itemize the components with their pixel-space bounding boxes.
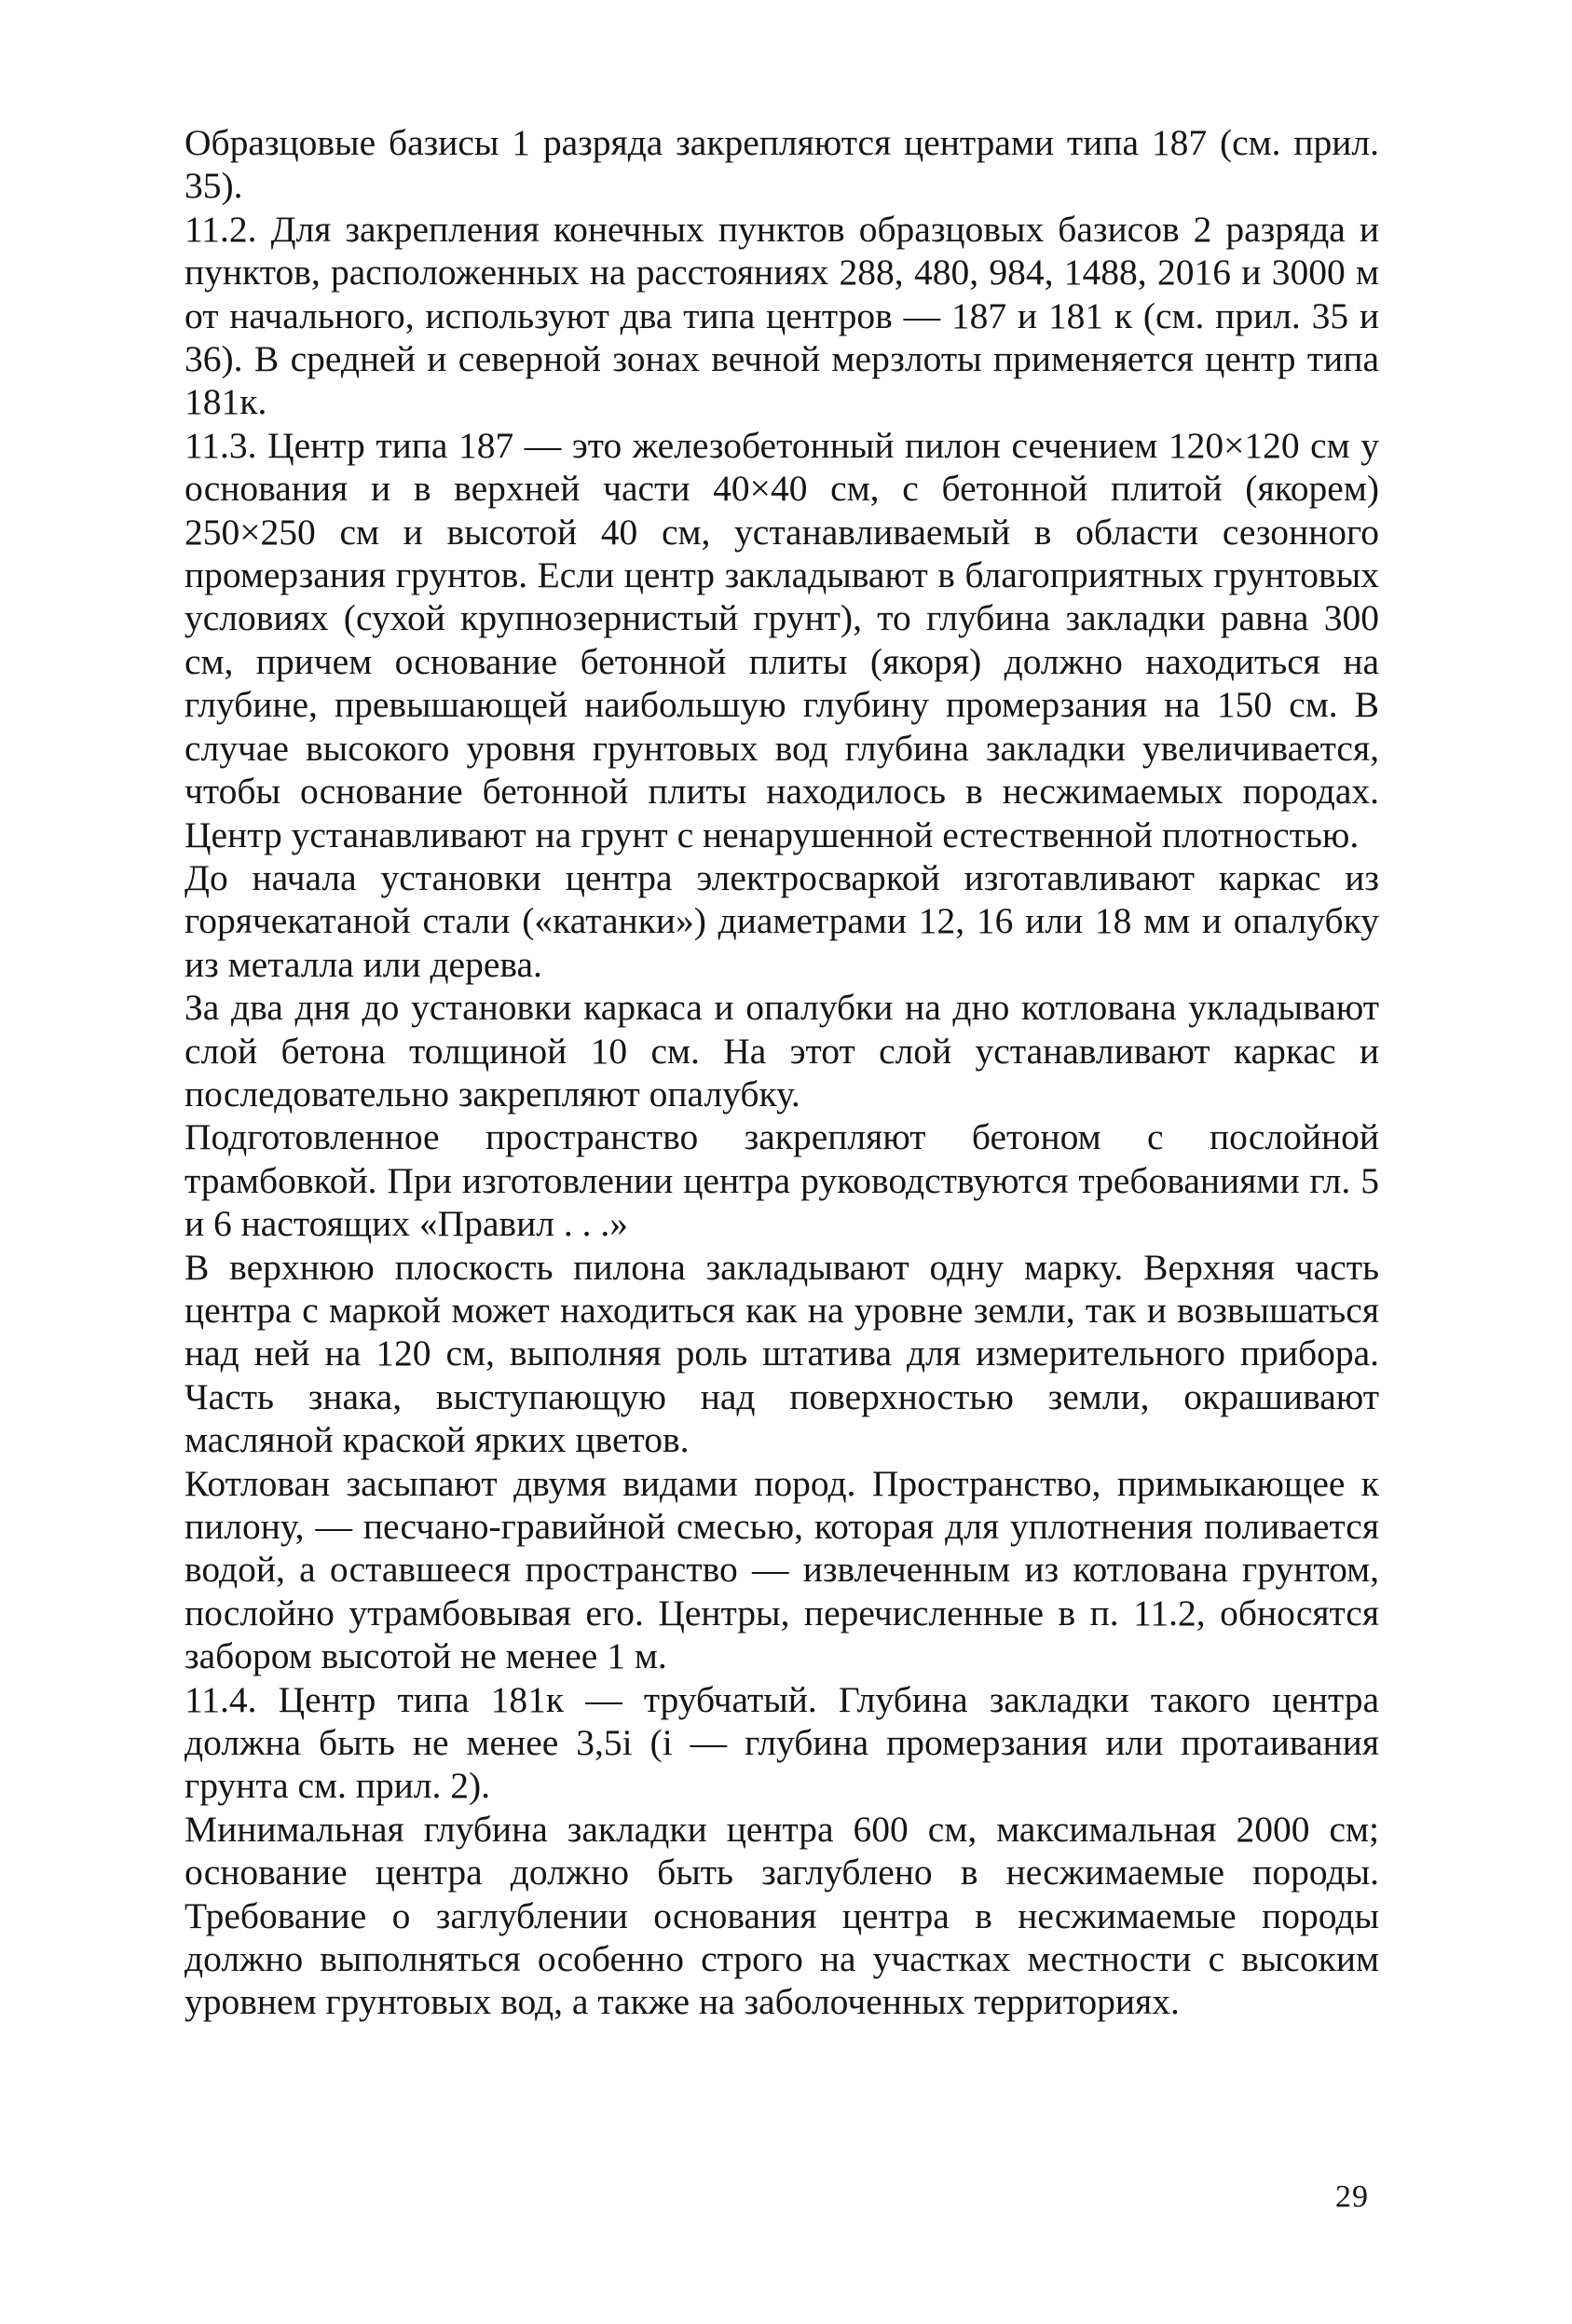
paragraph-9: 11.4. Центр типа 181к — трубчатый. Глубина закладки такого центра должна быть не менее 3,5i (i — глубина промерзания или протаивания грунта см. прил. 2). (185, 1678, 1379, 1807)
paragraph-6: Подготовленное пространство закрепляют бетоном с послойной трамбовкой. При изготовлении центра руководствуются требованиями гл. 5 и 6 настоящих «Правил . . .» (185, 1116, 1379, 1245)
page-number: 29 (1335, 2180, 1369, 2214)
paragraph-2: 11.2. Для закрепления конечных пунктов образцовых базисов 2 разряда и пунктов, расположенных на расстояниях 288, 480, 984, 1488, 2016 и 3000 м от начального, используют два типа центров — 187 и 181 к (см. прил. 35 и 36). В средней и северной зонах вечной мерзлоты применяется центр типа 181к. (185, 208, 1379, 423)
paragraph-5: За два дня до установки каркаса и опалубки на дно котлована укладывают слой бетона толщиной 10 см. На этот слой устанавливают каркас и последовательно закрепляют опалубку. (185, 987, 1379, 1114)
paragraph-8: Котлован засыпают двумя видами пород. Пространство, примыкающее к пилону, — песчано-гравийной смесью, которая для уплотнения поливается водой, а оставшееся пространство — извлеченным из котлована грунтом, послойно утрамбовывая его. Центры, перечисленные в п. 11.2, обносятся забором высотой не менее 1 м. (185, 1462, 1379, 1677)
paragraph-1: Образцовые базисы 1 разряда закрепляются центрами типа 187 (см. прил. 35). (185, 122, 1379, 207)
body-text (185, 121, 1379, 2024)
paragraph-10: Минимальная глубина закладки центра 600 см, максимальная 2000 см; основание центра должно быть заглублено в несжимаемые породы. Требование о заглублении основания центра в несжимаемые породы должно выполняться особенно строго на участках местности с высоким уровнем грунтовых вод, а также на заболоченных территориях. (185, 1808, 1379, 2023)
paragraph-4: До начала установки центра электросваркой изготавливают каркас из горячекатаной стали («катанки») диаметрами 12, 16 или 18 мм и опалубку из металла или дерева. (185, 856, 1379, 985)
paragraph-3: 11.3. Центр типа 187 — это железобетонный пилон сечением 120×120 см у основания и в верхней части 40×40 см, с бетонной плитой (якорем) 250×250 см и высотой 40 см, устанавливаемый в области сезонного промерзания грунтов. Если центр закладывают в благоприятных грунтовых условиях (сухой крупнозернистый грунт), то глубина закладки равна 300 см, причем основание бетонной плиты (якоря) должно находиться на глубине, превышающей наибольшую глубину промерзания на 150 см. В случае высокого уровня грунтовых вод глубина закладки увеличивается, чтобы основание бетонной плиты находилось в несжимаемых породах. Центр устанавливают на грунт с ненарушенной естественной плотностью. (185, 424, 1379, 855)
paragraph-7: В верхнюю плоскость пилона закладывают одну марку. Верхняя часть центра с маркой может находиться как на уровне земли, так и возвышаться над ней на 120 см, выполняя роль штатива для измерительного прибора. Часть знака, выступающую над поверхностью земли, окрашивают масляной краской ярких цветов. (185, 1246, 1379, 1461)
